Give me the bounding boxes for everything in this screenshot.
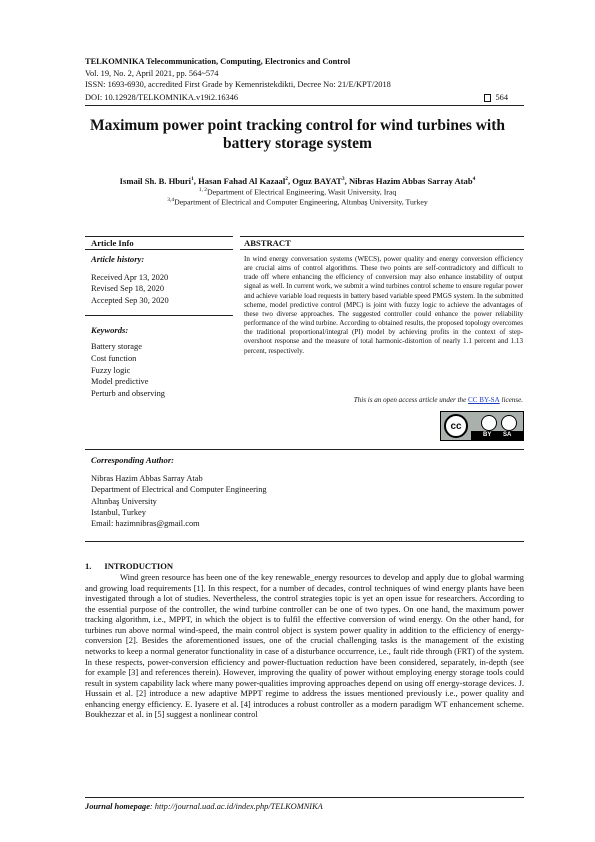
page-number-value: 564 [495, 93, 508, 102]
homepage-link[interactable]: : http://journal.uad.ac.id/index.php/TELKOMNIKA [149, 802, 323, 811]
book-icon [484, 94, 491, 102]
abstract-heading: ABSTRACT [244, 238, 291, 248]
corresponding-heading: Corresponding Author: [91, 455, 175, 465]
abstract-text: In wind energy conversation systems (WECS), power quality and energy conversion efficiency are crucial aims of control algorithms. These two points are self-contradictory and difficult to trade off where enhancing the efficiency of conversion may also enhance instability of output signal as well. In current work, we submit a wind turbines control scheme to ensure regular power and achieve variable load requests in battery based variable speed PMGS system. In the submitted scheme, model predictive control (MPC) is joint with fuzzy logic to achieve the advantages of these two diverse approaches. The suggested controller could enhance the power reliability performance of the wind turbine. According to obtained results, the proposed topology overcomes the traditional proportional/integral (PI) model by achieving profits in the context of step-overshoot response and the measure of total harmonic-distortion of nearly 1.1 percent and 1.13 percent, respectively. [244, 255, 523, 355]
intro-paragraph: Wind green resource has been one of the key renewable_energy resources to develop and apply due to global warming and growing load requirements [1]. In this respect, for a number of decades, control techniques of wind energy plants have been investigated through a lot of studies. Nevertheless, the control strategies topic is yet an open issue for researchers. According to the essential purpose of the controller, the wind turbine controller can be one of two types. On one hand, the maximum power tracking algorithm, i.e., MPPT, in which the object is to fulfil the effective conversion of wind energy. On the other hand, for turbines run above normal wind-speed, the main control object is system power quality in addition to the efficiency of energy-conversion [2]. Besides the aforementioned issues, one of the crucial challenging tasks is the management of the existing networks to keep a normal generator functionality in case of a disturbance occurrence, i.e., fault ride through (FRT) of the system. In these respects, power-conversion efficiency and power-fluctuation reduction have been considered, separately, in-depth (see for example [3] and references therein). However, improving the quality of power without employing energy storage tools could result in system capability lack where many power-qualities improving approaches depend on using off energy-storage devices. J. Hussain et al. [2] introduce a new adaptive MPPT regime to address the issues mentioned previously i.e., power quality and enhancing energy efficiency. E. Iyasere et al. [4] introduces a robust controller as a modern paradigm WT enhancement scheme. Boukhezzar et al. in [5] suggest a nonlinear control [85, 572, 524, 720]
corresponding-bottom-rule [85, 541, 524, 542]
accepted-date: Accepted Sep 30, 2020 [91, 296, 169, 305]
author-name: Hasan Fahad Al Kazaal [198, 176, 286, 186]
abstract-top-rule [240, 236, 524, 237]
keyword-item: Cost function [91, 354, 137, 363]
corresponding-top-rule [85, 449, 524, 450]
keywords-rule [85, 315, 233, 316]
article-info-top-rule [85, 236, 233, 237]
article-info-heading: Article Info [91, 238, 134, 248]
keyword-item: Fuzzy logic [91, 366, 131, 375]
volume-info: Vol. 19, No. 2, April 2021, pp. 564~574 [85, 69, 219, 78]
abstract-rule [240, 249, 524, 250]
keyword-item: Model predictive [91, 377, 149, 386]
title-line-2: battery storage system [223, 135, 372, 152]
person-icon [481, 415, 497, 431]
history-heading: Article history: [91, 254, 145, 264]
author-name: Ismail Sh. B. Hburi [119, 176, 192, 186]
header-rule [85, 105, 524, 106]
corresponding-dept: Department of Electrical and Computer Engineering [91, 485, 267, 494]
share-alike-icon [501, 415, 517, 431]
title-line-1: Maximum power point tracking control for wind turbines with [89, 117, 506, 134]
author-list: Ismail Sh. B. Hburi$^1$, Hasan Fahad Al Kazaal$^2$, Oguz BAYAT$^3$, Nibras Hazim Abbas Sarray Atab$^4$ [119, 176, 476, 186]
revised-date: Revised Sep 18, 2020 [91, 284, 165, 293]
cc-by-sa-badge[interactable] [440, 411, 524, 441]
badge-strip [471, 431, 523, 440]
doi-info[interactable]: DOI: 10.12928/TELKOMNIKA.v19i2.16346 [85, 93, 239, 102]
keywords-heading: Keywords: [91, 325, 129, 335]
article-info-rule [85, 249, 233, 250]
corresponding-name: Nibras Hazim Abbas Sarray Atab [91, 474, 203, 483]
footer-rule [85, 797, 524, 798]
open-access-note: This is an open access article under the CC BY-SA license. [353, 396, 523, 404]
sa-label: SA [503, 432, 512, 438]
corresponding-city: Istanbul, Turkey [91, 508, 146, 517]
corresponding-university: Altınbaş University [91, 497, 157, 506]
issn-info: ISSN: 1693-6930, accredited First Grade by Kemenristekdikti, Decree No: 21/E/KPT/2018 [85, 80, 391, 89]
section-heading: 1. INTRODUCTION [85, 561, 174, 571]
license-link[interactable]: CC BY-SA [468, 396, 500, 404]
received-date: Received Apr 13, 2020 [91, 273, 169, 282]
by-label: BY [483, 432, 492, 438]
page-number [484, 93, 508, 102]
author-name: Oguz BAYAT [292, 176, 342, 186]
affiliation-2: $^{3,4}$Department of Electrical and Computer Engineering, Altınbaş University, Turkey [167, 197, 428, 207]
keyword-item: Battery storage [91, 342, 142, 351]
journal-name: TELKOMNIKA Telecommunication, Computing, Electronics and Control [85, 57, 351, 66]
paper-title [60, 117, 535, 153]
affiliation-1: $^{1, 2}$Department of Electrical Engineering, Wasit University, Iraq [198, 187, 397, 197]
footer-label: Journal homepage [85, 802, 150, 811]
cc-icon: cc [444, 414, 468, 438]
keyword-item: Perturb and observing [91, 389, 165, 398]
footer [85, 802, 323, 811]
corresponding-email[interactable]: Email: hazimnibras@gmail.com [91, 519, 200, 528]
author-name: Nibras Hazim Abbas Sarray Atab [348, 176, 473, 186]
